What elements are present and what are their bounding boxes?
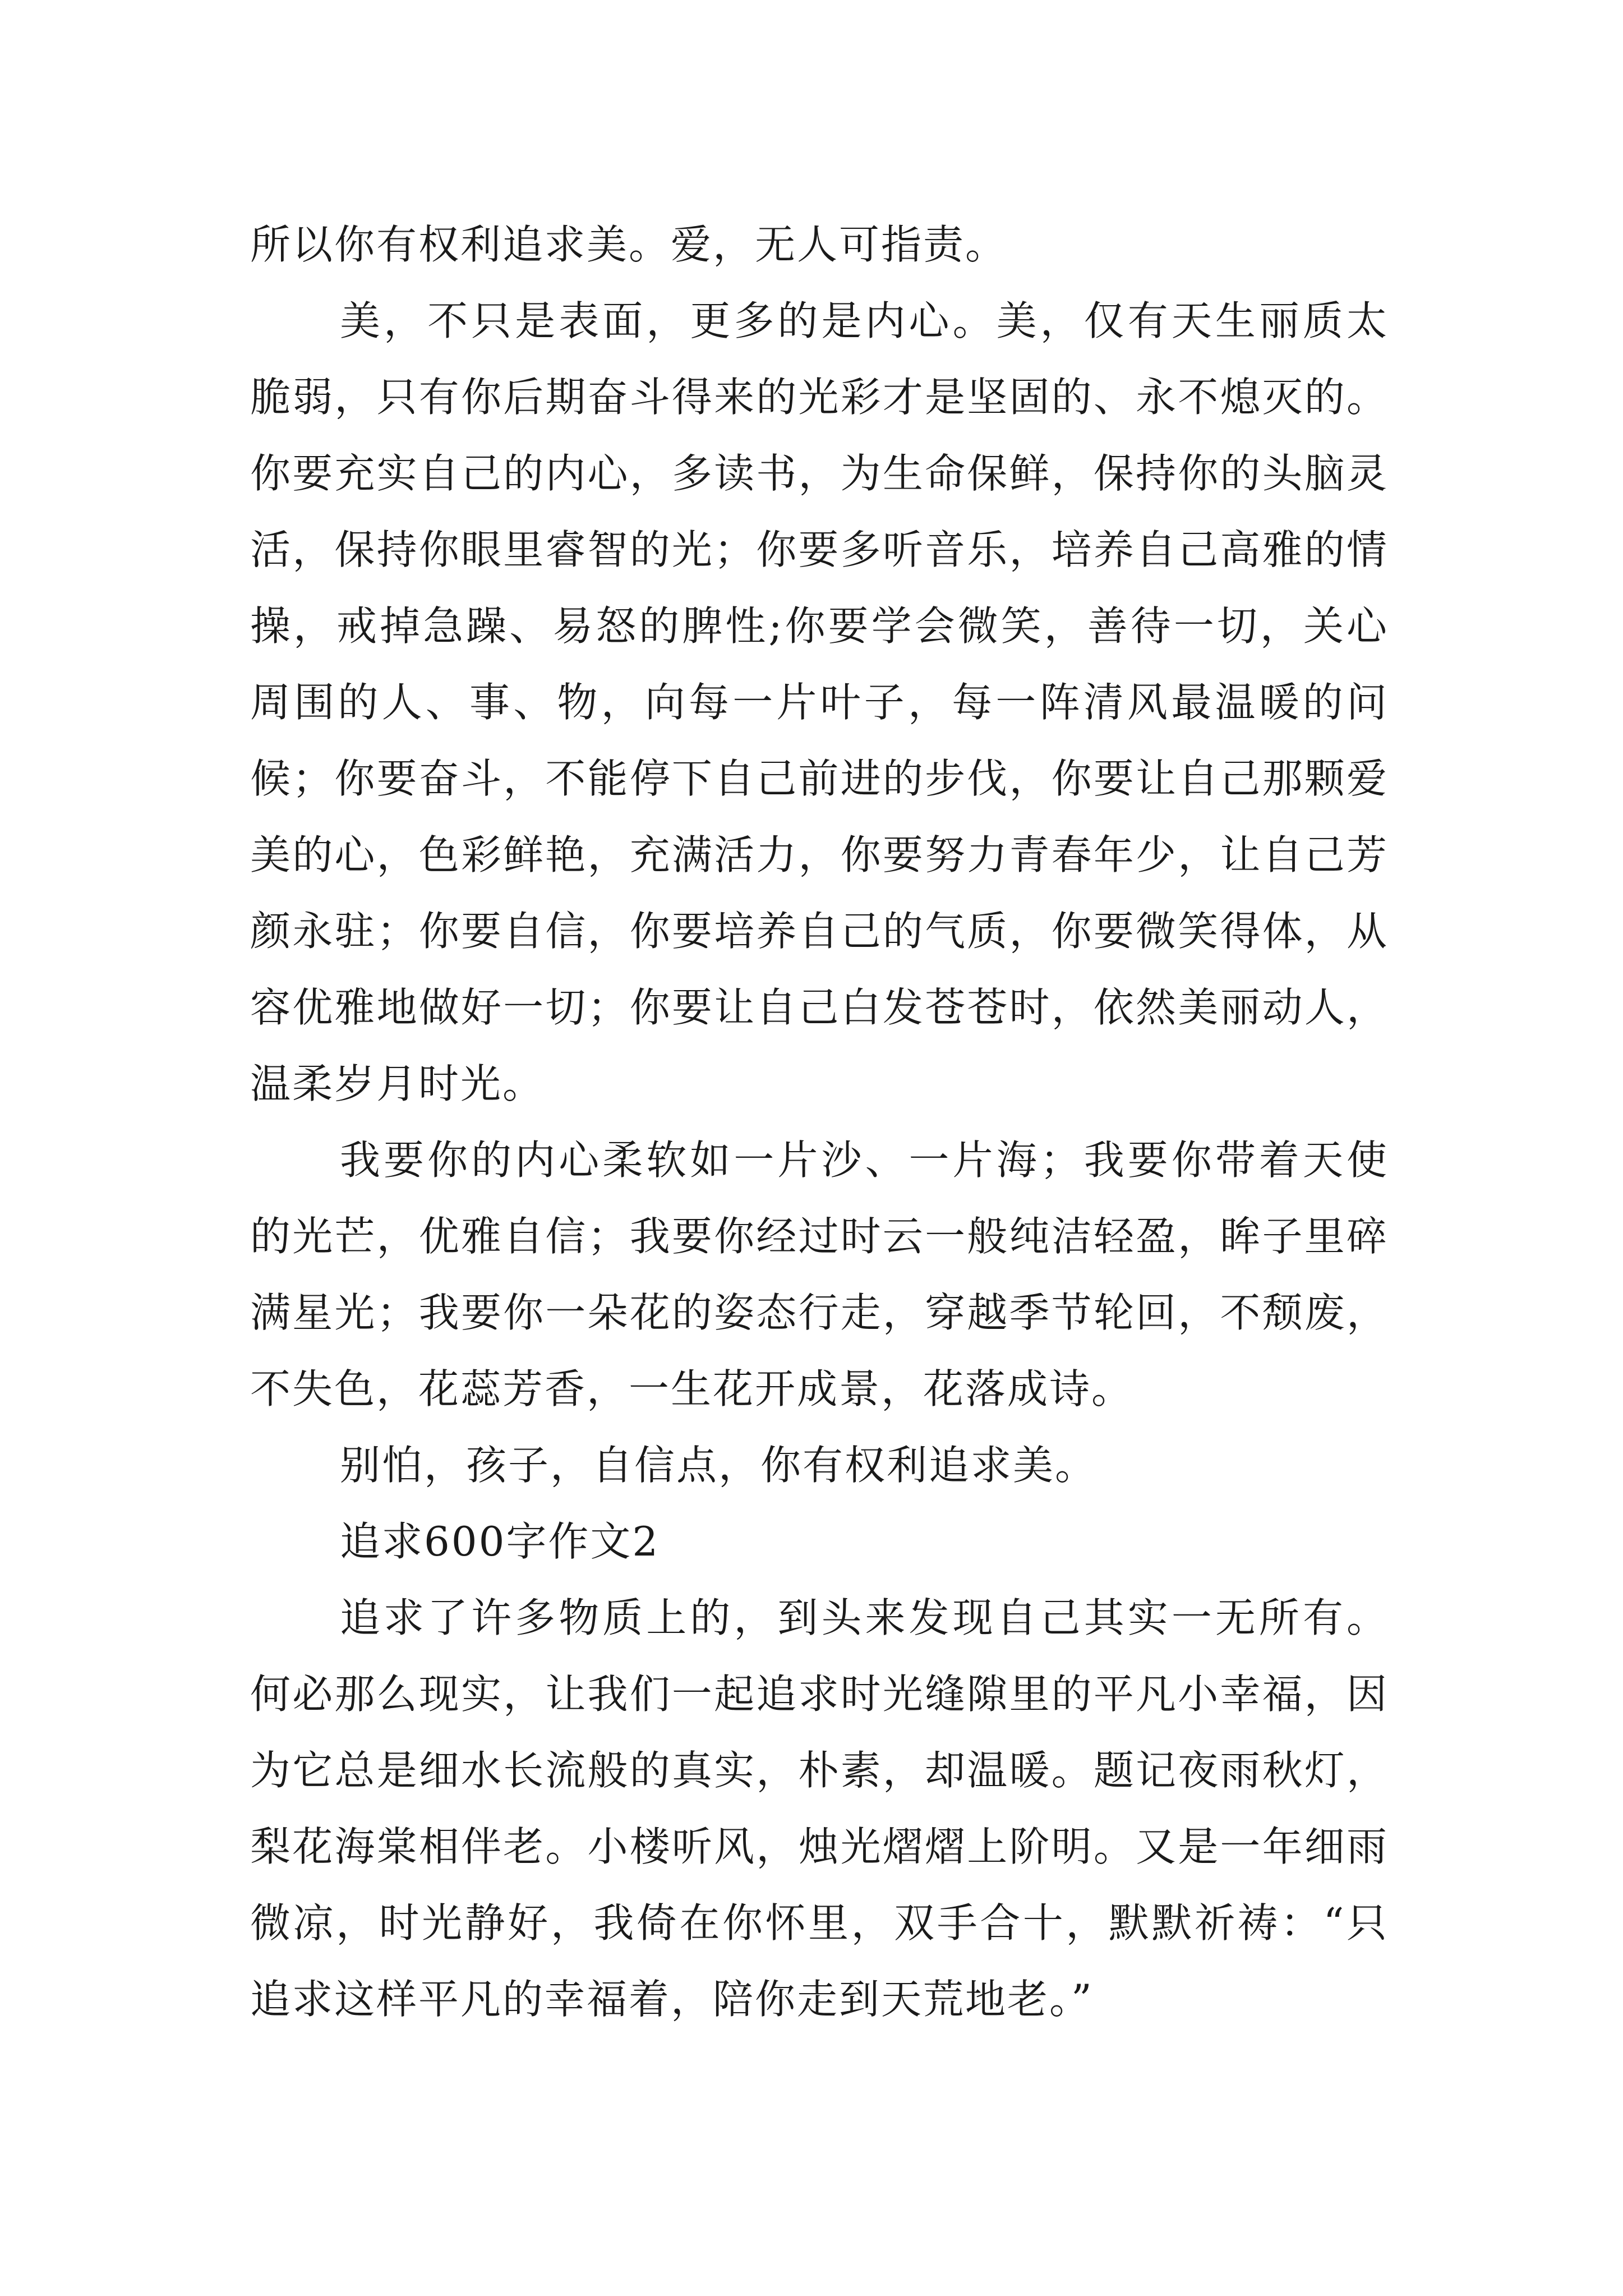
paragraph-encouragement: 别怕，孩子，自信点，你有权利追求美。 — [340, 1442, 1098, 1489]
paragraph-beauty-inner: 美，不只是表面，更多的是内心。美，仅有天生丽质太脆弱，只有你后期奋斗得来的光彩才是坚固的、永不熄灭的。你要充实自己的内心，多读书，为生命保鲜，保持你的头脑灵活，保持你眼里睿智的光；你要多听音乐，培养自己高雅的情操，戒掉急躁、易怒的脾性;你要学会微笑，善待一切，关心周围的人、事、物，向每一片叶子，每一阵清风最温暖的问候；你要奋斗，不能停下自己前进的步伐，你要让自己那颗爱美的心，色彩鲜艳，充满活力，你要努力青春年少，让自己芳颜永驻；你要自信，你要培养自己的气质，你要微笑得体，从容优雅地做好一切；你要让自己白发苍苍时，依然美丽动人，温柔岁月时光。 — [250, 297, 1389, 1107]
essay-title: 追求600字作文2 — [340, 1518, 660, 1565]
paragraph-continuation: 所以你有权利追求美。爱，无人可指责。 — [250, 221, 1008, 268]
paragraph-essay-2-body: 追求了许多物质上的，到头来发现自己其实一无所有。何必那么现实，让我们一起追求时光缝隙里的平凡小幸福，因为它总是细水长流般的真实，朴素，却温暖。题记夜雨秋灯，梨花海棠相伴老。小楼听风，烛光熠熠上阶明。又是一年细雨微凉，时光静好，我倚在你怀里，双手合十，默默祈祷：“只追求这样平凡的幸福着，陪你走到天荒地老。” — [250, 1594, 1389, 2023]
document-body — [250, 206, 1389, 2037]
paragraph-wishes: 我要你的内心柔软如一片沙、一片海；我要你带着天使的光芒，优雅自信；我要你经过时云一般纯洁轻盈，眸子里碎满星光；我要你一朵花的姿态行走，穿越季节轮回，不颓废，不失色，花蕊芳香，一生花开成景，花落成诗。 — [250, 1137, 1389, 1412]
